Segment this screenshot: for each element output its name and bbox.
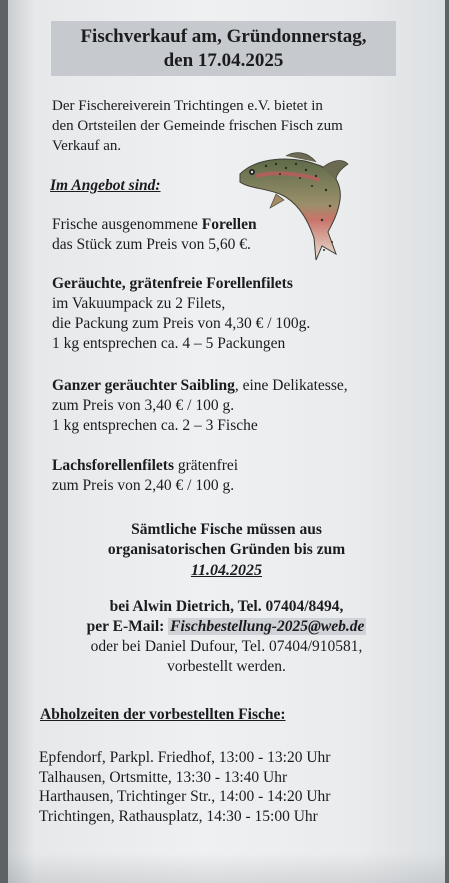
fillets-quantity: 1 kg entsprechen ca. 4 – 5 Packungen xyxy=(52,335,286,352)
fillets-product: Geräuchte, grätenfreie Forellenfilets xyxy=(52,275,293,292)
pickup-time-item: Talhausen, Ortsmitte, 13:30 - 13:40 Uhr xyxy=(39,768,288,786)
char-heading xyxy=(52,376,348,396)
fillets-heading xyxy=(52,274,310,294)
salmon-trout-price: zum Preis von 2,40 € / 100 g. xyxy=(52,477,235,494)
order-notice xyxy=(8,520,445,581)
page-title xyxy=(51,21,396,76)
intro-paragraph xyxy=(52,96,343,156)
char-price: zum Preis von 3,40 € / 100 g. xyxy=(52,397,235,414)
offer-heading: Im Angebot sind: xyxy=(50,177,161,194)
contact-alt: oder bei Daniel Dufour, Tel. 07404/910581, xyxy=(90,638,363,655)
fillets-price: die Packung zum Preis von 4,30 € / 100g. xyxy=(52,315,311,332)
pickup-time-item: Harthausen, Trichtinger Str., 14:00 - 14:20 Uhr xyxy=(39,788,331,805)
pickup-time-item: Epfendorf, Parkpl. Friedhof, 13:00 - 13:20 Uhr xyxy=(39,749,331,766)
salmon-trout-product: Lachsforellenfilets xyxy=(52,457,174,474)
pickup-times xyxy=(39,748,330,826)
order-deadline: 11.04.2025 xyxy=(190,562,263,579)
salmon-trout-heading xyxy=(52,456,238,476)
contact-closing: vorbestellt werden. xyxy=(167,658,286,675)
fresh-trout-line-1 xyxy=(52,215,257,235)
title-line-2: den 17.04.2025 xyxy=(163,50,284,71)
char-quantity: 1 kg entsprechen ca. 2 – 3 Fische xyxy=(52,417,258,434)
char-product: Ganzer geräuchter Saibling xyxy=(52,377,235,394)
contact-block xyxy=(8,597,445,677)
order-notice-line-1: Sämtliche Fische müssen aus xyxy=(131,521,322,538)
salmon-trout-offer xyxy=(52,456,238,496)
contact-phone: bei Alwin Dietrich, Tel. 07404/8494, xyxy=(109,598,344,615)
salmon-trout-description: grätenfrei xyxy=(173,457,239,474)
flyer-page xyxy=(8,0,445,883)
fresh-trout-text: Frische ausgenommene xyxy=(52,216,202,233)
fresh-trout-product: Forellen xyxy=(201,216,257,233)
email-link[interactable]: Fischbestellung-2025@web.de xyxy=(170,618,365,635)
title-line-1: Fischverkauf am, Gründonnerstag, xyxy=(80,26,367,47)
pickup-heading: Abholzeiten der vorbestellten Fische: xyxy=(40,706,286,723)
intro-line: Der Fischereiverein Trichtingen e.V. bietet in xyxy=(52,98,323,114)
char-offer xyxy=(52,376,348,436)
fresh-trout-offer xyxy=(52,215,257,255)
intro-line: Verkauf an. xyxy=(52,138,122,154)
email-label: per E-Mail: xyxy=(86,618,169,635)
contact-email-line xyxy=(8,617,445,637)
intro-line: den Ortsteilen der Gemeinde frischen Fisch zum xyxy=(52,118,343,134)
fresh-trout-price: das Stück zum Preis von 5,60 €. xyxy=(52,236,251,253)
char-description: , eine Delikatesse, xyxy=(234,377,348,394)
pickup-time-item: Trichtingen, Rathausplatz, 14:30 - 15:00 Uhr xyxy=(39,807,318,825)
fillets-offer xyxy=(52,274,310,354)
fillets-pack: im Vakuumpack zu 2 Filets, xyxy=(52,295,226,312)
order-notice-line-2: organisatorischen Gründen bis zum xyxy=(107,541,346,558)
paper-shadow xyxy=(8,853,445,883)
